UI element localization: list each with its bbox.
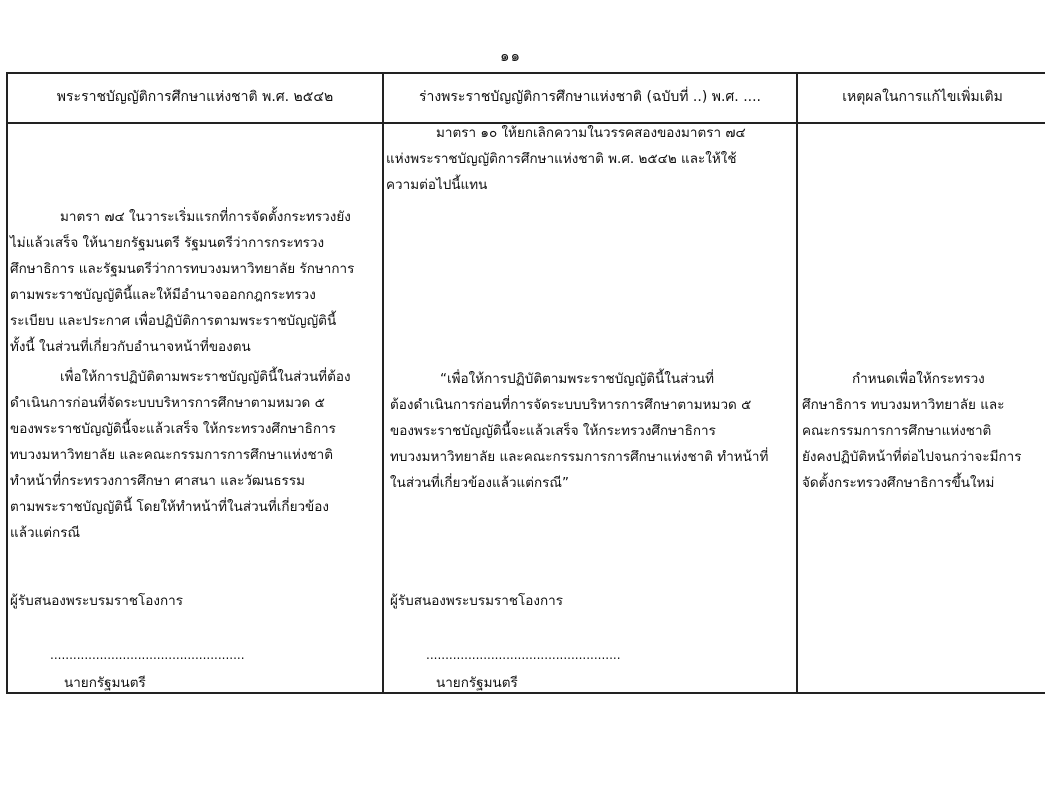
text-line: ทั้งนี้ ในส่วนที่เกี่ยวกับอำนาจหน้าที่ของตน [10,339,251,355]
text-line: คณะกรรมการการศึกษาแห่งชาติ [802,423,992,439]
column-divider [796,74,798,692]
text-line: มาตรา ๗๔ ในวาระเริ่มแรกที่การจัดตั้งกระทรวงยัง [60,209,351,225]
text-line: กำหนดเพื่อให้กระทรวง [852,371,985,387]
header-reason: เหตุผลในการแก้ไขเพิ่มเติม [842,89,1003,105]
text-line: ระเบียบ และประกาศ เพื่อปฏิบัติการตามพระราชบัญญัตินี้ [10,313,337,329]
text-line: ทำหน้าที่กระทรวงการศึกษา ศาสนา และวัฒนธรรม [10,473,305,489]
text-line: ต้องดำเนินการก่อนที่การจัดระบบบริหารการศึกษาตามหมวด ๕ [390,397,752,413]
text-line: ยังคงปฏิบัติหน้าที่ต่อไปจนกว่าจะมีการ [802,449,1022,465]
text-line: “เพื่อให้การปฏิบัติตามพระราชบัญญัตินี้ในส่วนที่ [440,371,715,387]
prime-minister-label: นายกรัฐมนตรี [436,675,518,691]
text-line: ของพระราชบัญญัตินี้จะแล้วเสร็จ ให้กระทรวงศึกษาธิการ [390,423,716,439]
countersign-label: ผู้รับสนองพระบรมราชโองการ [390,593,563,609]
text-line: ทบวงมหาวิทยาลัย และคณะกรรมการการศึกษาแห่งชาติ ทำหน้าที่ [390,449,769,465]
countersign-label: ผู้รับสนองพระบรมราชโองการ [10,593,183,609]
text-line: ไม่แล้วเสร็จ ให้นายกรัฐมนตรี รัฐมนตรีว่าการกระทรวง [10,235,325,251]
text-line: มาตรา ๑๐ ให้ยกเลิกความในวรรคสองของมาตรา ๗๔ [436,125,746,141]
text-line: แล้วแต่กรณี [10,525,80,541]
column-divider [382,74,384,692]
text-line: ของพระราชบัญญัตินี้จะแล้วเสร็จ ให้กระทรวงศึกษาธิการ [10,421,336,437]
text-line: ศึกษาธิการ และรัฐมนตรีว่าการทบวงมหาวิทยาลัย รักษาการ [10,261,355,277]
text-line: ในส่วนที่เกี่ยวข้องแล้วแต่กรณี” [390,475,569,491]
text-line: ความต่อไปนี้แทน [386,177,488,193]
text-line: ตามพระราชบัญญัตินี้ โดยให้ทำหน้าที่ในส่วนที่เกี่ยวข้อง [10,499,329,515]
comparison-table [6,72,1045,694]
signature-line: ................................................... [426,648,621,662]
text-line: ศึกษาธิการ ทบวงมหาวิทยาลัย และ [802,397,1005,413]
text-line: ทบวงมหาวิทยาลัย และคณะกรรมการการศึกษาแห่งชาติ [10,447,334,463]
text-line: จัดตั้งกระทรวงศึกษาธิการขึ้นใหม่ [802,475,995,491]
text-line: แห่งพระราชบัญญัติการศึกษาแห่งชาติ พ.ศ. ๒๕๔๒ และให้ใช้ [386,151,737,167]
text-line: เพื่อให้การปฏิบัติตามพระราชบัญญัตินี้ในส่วนที่ต้อง [60,369,351,385]
page-number: ๑๑ [500,47,522,65]
header-current-act: พระราชบัญญัติการศึกษาแห่งชาติ พ.ศ. ๒๕๔๒ [56,89,334,105]
prime-minister-label: นายกรัฐมนตรี [64,675,146,691]
text-line: ตามพระราชบัญญัตินี้และให้มีอำนาจออกกฎกระทรวง [10,287,316,303]
header-draft-act: ร่างพระราชบัญญัติการศึกษาแห่งชาติ (ฉบับที่ ..) พ.ศ. .... [418,89,762,105]
signature-line: ................................................... [50,648,245,662]
text-line: ดำเนินการก่อนที่จัดระบบบริหารการศึกษาตามหมวด ๕ [10,395,325,411]
